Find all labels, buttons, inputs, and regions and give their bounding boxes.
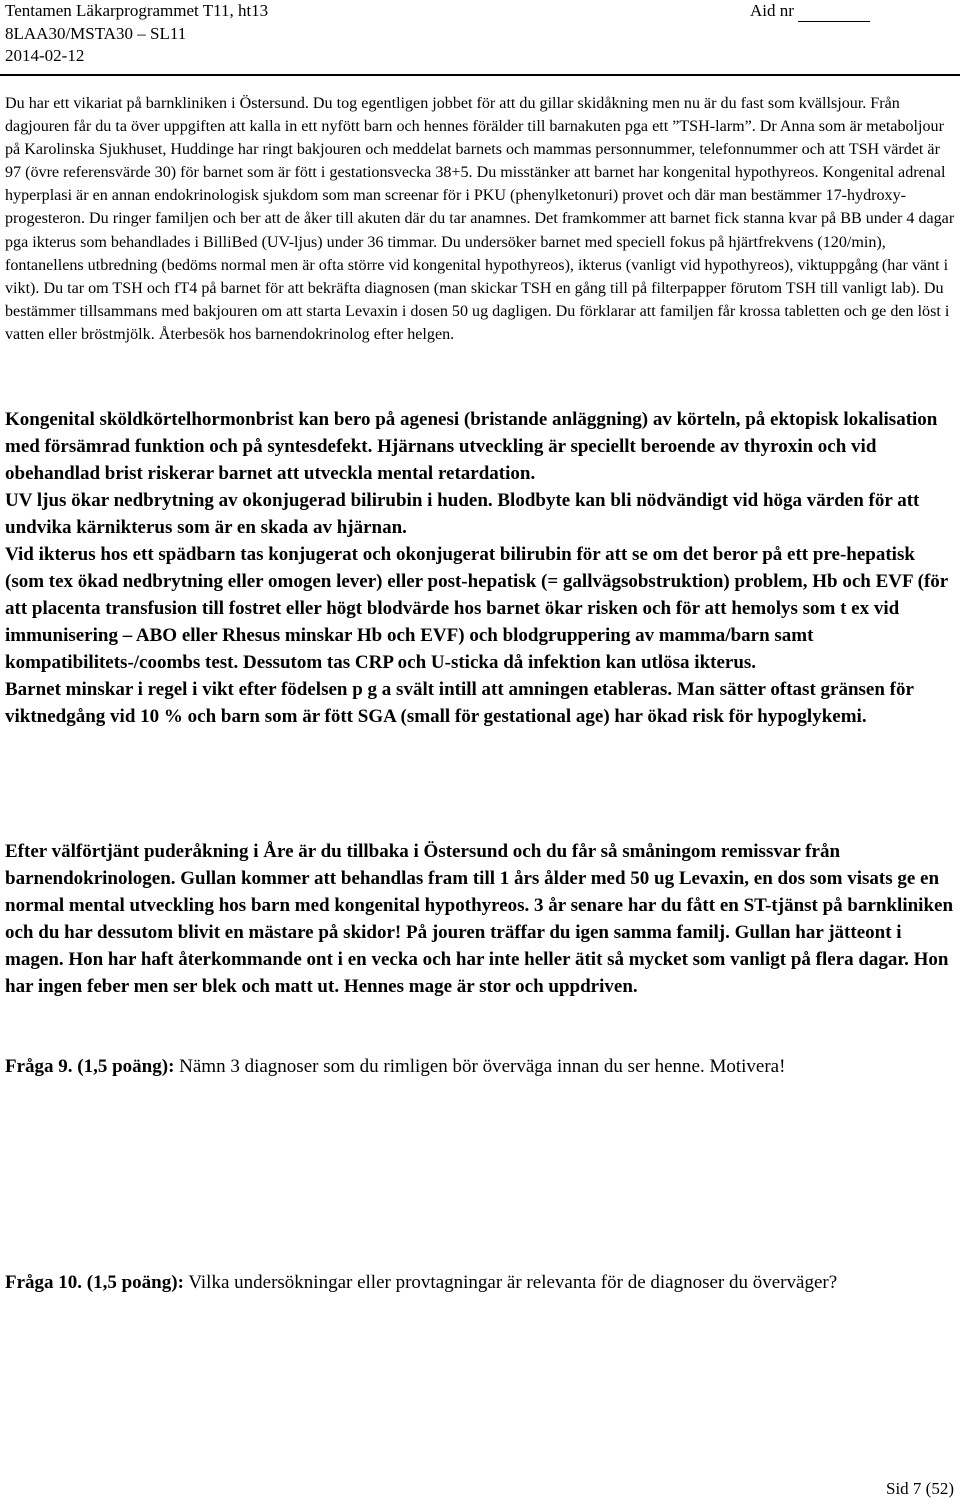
header-divider: [0, 74, 960, 76]
page-number: Sid 7 (52): [886, 1479, 954, 1498]
course-code: 8LAA30/MSTA30 – SL11: [5, 24, 187, 43]
exam-title: Tentamen Läkarprogrammet T11, ht13: [5, 1, 269, 20]
aid-label: Aid nr: [750, 1, 794, 20]
question-9: [5, 1054, 957, 1080]
answer-paragraph: UV ljus ökar nedbrytning av okonjugerad bilirubin i huden. Blodbyte kan bli nödvändigt vid höga värden för att undvika kärnikterus som är en skada av hjärnan.: [5, 490, 920, 538]
exam-date: 2014-02-12: [5, 46, 85, 65]
question-9-label: Fråga 9. (1,5 poäng):: [5, 1056, 175, 1077]
answer-paragraph: Barnet minskar i regel i vikt efter födelsen p g a svält intill att amningen etableras. Man sätter oftast gränsen för viktnedgång vid 10 % och barn som är fött SGA (small för gestational age) har ökad risk för hypoglykemi.: [5, 679, 914, 727]
answer-paragraph: Vid ikterus hos ett spädbarn tas konjugerat och okonjugerat bilirubin för att se om det beror på ett pre-hepatisk (som tex ökad nedbrytning eller omogen lever) eller post-hepatisk (= gallvägsobstruktion) problem, Hb och EVF (för att placenta transfusion till fostret eller högt blodvärde hos barnet ökar risken och för att hemolys som t ex vid immunisering – ABO eller Rhesus minskar Hb och EVF) och blodgruppering av mamma/barn samt kompatibilitets-/coombs test. Dessutom tas CRP och U-sticka då infektion kan utlösa ikterus.: [5, 544, 948, 673]
aid-number-field: [750, 0, 870, 22]
question-10: [5, 1270, 957, 1296]
question-10-label: Fråga 10. (1,5 poäng):: [5, 1272, 184, 1293]
question-10-text: Vilka undersökningar eller provtagningar är relevanta för de diagnoser du överväger?: [188, 1272, 838, 1293]
case-continuation: Efter välförtjänt puderåkning i Åre är du tillbaka i Östersund och du får så småningom remissvar från barnendokrinologen. Gullan kommer att behandlas fram till 1 års ålder med 50 ug Levaxin, en dos som visats ge en normal mental utveckling hos barn med kongenital hypothyreos. 3 år senare har du fått en ST-tjänst på barnkliniken och du har dessutom blivit en mästare på skidor! På jouren träffar du igen samma familj. Gullan har jätteont i magen. Hon har haft återkommande ont i en vecka och har inte heller ätit så mycket som vanligt på flera dagar. Hon har ingen feber men ser blek och matt ut. Hennes mage är stor och uppdriven.: [5, 841, 954, 997]
answer-paragraph: Kongenital sköldkörtelhormonbrist kan bero på agenesi (bristande anläggning) av körteln, på ektopisk lokalisation med försämrad funktion och på syntesdefekt. Hjärnans utveckling är speciellt beroende av thyroxin och vid obehandlad brist riskerar barnet att utveckla mental retardation.: [5, 409, 938, 484]
question-9-text: Nämn 3 diagnoser som du rimligen bör överväga innan du ser henne. Motivera!: [179, 1056, 786, 1077]
aid-blank-line: [798, 5, 870, 22]
answer-block: [5, 406, 957, 730]
case-description: Du har ett vikariat på barnkliniken i Östersund. Du tog egentligen jobbet för att du gillar skidåkning men nu är du fast som kvällsjour. Från dagjouren får du ta över uppgiften att kalla in ett nyfött barn och hennes förälder till barnakuten pga ett ”TSH-larm”. Dr Anna som är metaboljour på Karolinska Sjukhuset, Huddinge har ringt bakjouren och meddelat barnets och mammas personnummer, telefonnummer och att TSH värdet är 97 (övre referensvärde 30) för barnet som är fött i gestationsvecka 38+5. Du misstänker att barnet har kongenital hypothyreos. Kongenital adrenal hyperplasi är en annan endokrinologisk sjukdom som man screenar för i PKU (phenylketonuri) provet och där man bestämmer 17-hydroxy-progesteron. Du ringer familjen och ber att de åker till akuten där du tar anamnes. Det framkommer att barnet fick stanna kvar på BB under 4 dagar pga ikterus som behandlades i BilliBed (UV-ljus) under 36 timmar. Du undersöker barnet med speciell fokus på hjärtfrekvens (120/min), fontanellens utbredning (bedöms normal men är ofta större vid kongenital hypothyreos), ikterus (vanligt vid hypothyreos), viktuppgång (har vänt i vikt). Du tar om TSH och fT4 på barnet för att bekräfta diagnosen (man skickar TSH en gång till på filterpapper förutom TSH till vanligt lab). Du bestämmer tillsammans med bakjouren om att starta Levaxin i dosen 50 ug dagligen. Du förklarar att familjen får krossa tabletten och ge den löst i vatten eller bröstmjölk. Återbesök hos barnendokrinolog efter helgen.: [5, 95, 955, 343]
